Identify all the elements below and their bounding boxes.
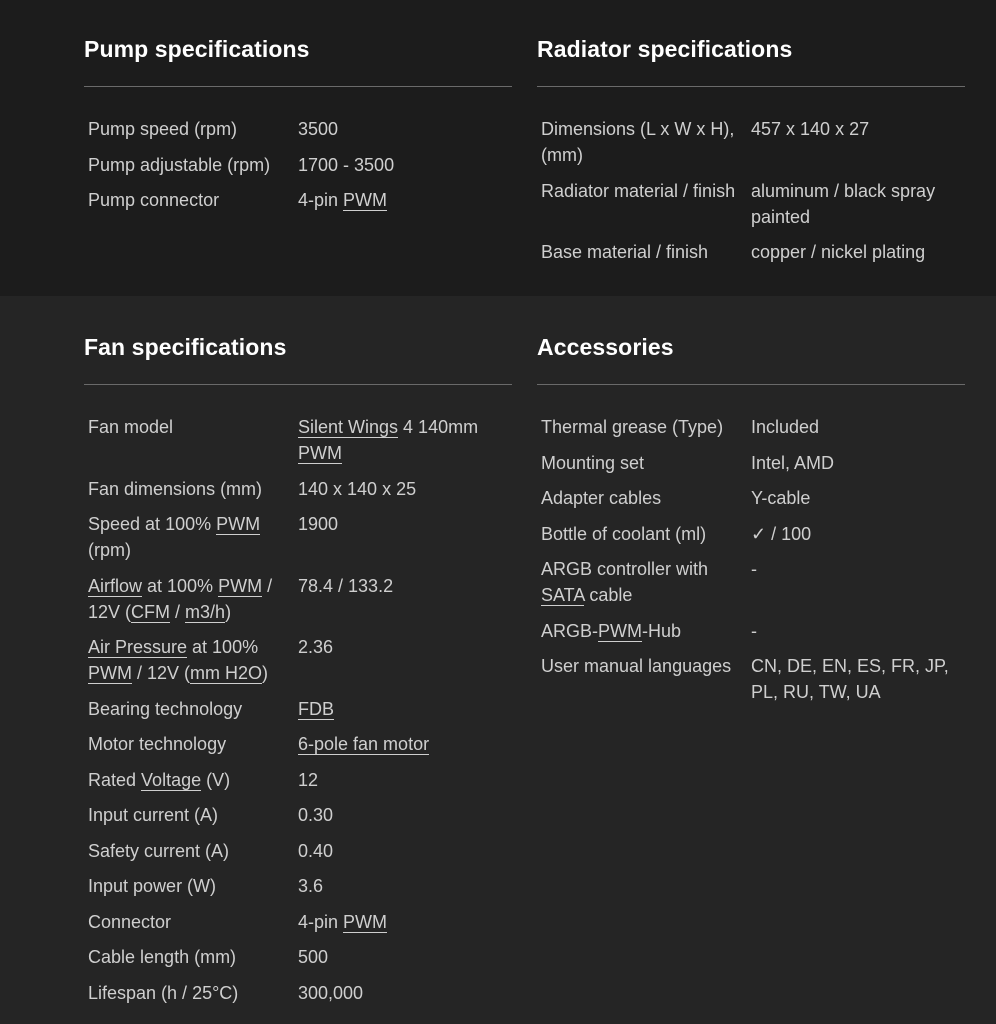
spec-value: Intel, AMD — [751, 452, 835, 473]
value-text: 4 140mm — [398, 417, 479, 437]
label-text: ) — [225, 601, 232, 622]
spec-value — [298, 187, 512, 213]
m3h-glossary-link[interactable]: m3/h — [185, 601, 226, 622]
air-pressure-glossary-link[interactable]: Air Pressure — [88, 637, 188, 657]
spec-label: Input power (W) — [88, 876, 217, 896]
label-text: at 100% — [142, 575, 219, 596]
spec-row-motor — [88, 731, 512, 757]
value-text: / 100 — [766, 523, 812, 544]
spec-value: 2.36 — [298, 637, 334, 657]
spec-value: 78.4 / 133.2 — [298, 575, 394, 596]
fan-specifications-section — [84, 332, 512, 1015]
spec-row-argb-hub — [541, 618, 965, 644]
label-text: -Hub — [642, 620, 682, 641]
spec-row-lifespan — [88, 980, 512, 1006]
spec-value: 140 x 140 x 25 — [298, 478, 417, 499]
spec-value: 12 — [298, 769, 319, 790]
spec-row-radiator-material — [541, 178, 965, 230]
spec-row-fan-speed — [88, 511, 512, 563]
spec-label: Adapter cables — [541, 488, 662, 508]
spec-row-cable-length — [88, 944, 512, 970]
spec-label: Pump speed (rpm) — [88, 119, 238, 139]
fdb-glossary-link[interactable]: FDB — [298, 698, 334, 719]
spec-value: 0.30 — [298, 805, 334, 825]
spec-row-fan-connector — [88, 909, 512, 935]
spec-value: Y-cable — [751, 488, 811, 508]
spec-label: Pump connector — [88, 190, 220, 210]
section-title-accessories: Accessories — [537, 334, 674, 360]
spec-label: Connector — [88, 911, 172, 932]
spec-value: 3500 — [298, 119, 339, 139]
label-text: (rpm) — [88, 540, 131, 560]
spec-label — [88, 634, 298, 686]
section-divider — [537, 86, 965, 87]
spec-row-thermal-grease — [541, 414, 965, 440]
pwm-glossary-link[interactable]: PWM — [216, 514, 261, 534]
spec-label: Input current (A) — [88, 805, 219, 825]
spec-row-adapter-cables — [541, 485, 965, 511]
label-text: Rated — [88, 769, 142, 790]
spec-label: Bottle of coolant (ml) — [541, 523, 707, 544]
spec-value: Included — [751, 417, 820, 437]
spec-label: Radiator material / finish — [541, 180, 736, 201]
check-icon: ✓ — [751, 523, 767, 544]
value-text: 4-pin — [298, 190, 344, 210]
label-text: / 12V ( — [132, 663, 191, 683]
mm-h2o-glossary-link[interactable]: mm H2O — [190, 663, 263, 683]
pwm-glossary-link[interactable]: PWM — [343, 911, 388, 932]
radiator-specifications-section — [537, 34, 965, 275]
pwm-glossary-link[interactable]: PWM — [88, 663, 132, 683]
section-title-radiator: Radiator specifications — [537, 36, 793, 62]
label-text: (V) — [201, 769, 231, 790]
spec-row-fan-model — [88, 414, 512, 466]
spec-label: Fan model — [88, 417, 174, 437]
cfm-glossary-link[interactable]: CFM — [131, 601, 171, 622]
silent-wings-link[interactable]: Silent Wings — [298, 417, 399, 437]
voltage-glossary-link[interactable]: Voltage — [141, 769, 202, 790]
spec-value: copper / nickel plating — [751, 242, 926, 262]
accessories-section — [537, 332, 965, 715]
label-text: ARGB- — [541, 620, 599, 641]
spec-value: 0.40 — [298, 840, 334, 861]
airflow-glossary-link[interactable]: Airflow — [88, 575, 143, 596]
spec-row-airflow — [88, 573, 512, 625]
spec-row-pump-speed — [88, 116, 512, 142]
radiator-spec-table — [541, 116, 965, 265]
spec-label — [541, 556, 751, 608]
spec-row-base-material — [541, 239, 965, 265]
spec-value — [298, 696, 512, 722]
pwm-glossary-link[interactable]: PWM — [598, 620, 643, 641]
spec-label: Bearing technology — [88, 698, 243, 719]
spec-row-input-current — [88, 802, 512, 828]
spec-label: Lifespan (h / 25°C) — [88, 982, 239, 1003]
spec-label — [88, 573, 298, 625]
label-text: cable — [584, 585, 633, 605]
spec-label: Mounting set — [541, 452, 645, 473]
spec-label — [541, 618, 751, 644]
pwm-glossary-link[interactable]: PWM — [218, 575, 263, 596]
spec-row-fan-dimensions — [88, 476, 512, 502]
spec-row-voltage — [88, 767, 512, 793]
spec-row-input-power — [88, 873, 512, 899]
accessories-spec-table — [541, 414, 965, 705]
pump-specifications-section — [84, 34, 512, 223]
spec-label: Cable length (mm) — [88, 947, 237, 967]
spec-value: aluminum / black spray painted — [751, 180, 936, 227]
value-text: 4-pin — [298, 911, 344, 932]
spec-label — [88, 511, 298, 563]
label-text: / — [170, 601, 186, 622]
section-title-pump: Pump specifications — [84, 36, 310, 62]
section-divider — [84, 384, 512, 385]
section-divider — [84, 86, 512, 87]
section-title-fan: Fan specifications — [84, 334, 287, 360]
spec-label: Base material / finish — [541, 242, 709, 262]
spec-label: Motor technology — [88, 734, 227, 754]
spec-row-pump-adjustable — [88, 152, 512, 178]
spec-label: Fan dimensions (mm) — [88, 478, 263, 499]
sata-glossary-link[interactable]: SATA — [541, 585, 585, 605]
spec-value: CN, DE, EN, ES, FR, JP, PL, RU, TW, UA — [751, 656, 949, 702]
spec-value: 300,000 — [298, 982, 364, 1003]
spec-value — [751, 521, 965, 547]
spec-row-manual-languages — [541, 653, 965, 705]
spec-label: Pump adjustable (rpm) — [88, 154, 271, 175]
spec-label — [88, 767, 298, 793]
spec-value: - — [751, 559, 757, 579]
spec-value: 1700 - 3500 — [298, 154, 395, 175]
spec-row-mounting-set — [541, 450, 965, 476]
spec-value: 500 — [298, 947, 329, 967]
spec-value: 1900 — [298, 514, 339, 534]
pwm-glossary-link[interactable]: PWM — [298, 443, 342, 463]
spec-row-bearing — [88, 696, 512, 722]
label-text: ARGB controller with — [541, 559, 709, 579]
label-text: / 12V ( — [88, 575, 273, 622]
spec-value: 457 x 140 x 27 — [751, 119, 870, 139]
spec-value: 3.6 — [298, 876, 324, 896]
spec-row-safety-current — [88, 838, 512, 864]
section-divider — [537, 384, 965, 385]
spec-row-radiator-dimensions — [541, 116, 965, 168]
fan-spec-table — [88, 414, 512, 1006]
spec-value — [298, 909, 512, 935]
label-text: ) — [262, 663, 269, 683]
spec-label: Thermal grease (Type) — [541, 417, 724, 437]
spec-value — [298, 731, 512, 757]
pump-spec-table — [88, 116, 512, 213]
spec-row-pump-connector — [88, 187, 512, 213]
spec-value: - — [751, 620, 757, 641]
motor-glossary-link[interactable]: 6-pole fan motor — [298, 734, 430, 754]
spec-label: Safety current (A) — [88, 840, 230, 861]
spec-label: User manual languages — [541, 656, 732, 676]
spec-row-coolant — [541, 521, 965, 547]
label-text: at 100% — [187, 637, 259, 657]
spec-row-argb-controller — [541, 556, 965, 608]
spec-row-air-pressure — [88, 634, 512, 686]
label-text: Speed at 100% — [88, 514, 217, 534]
pwm-glossary-link[interactable]: PWM — [343, 190, 388, 210]
spec-value — [298, 414, 512, 466]
spec-label: Dimensions (L x W x H), (mm) — [541, 119, 735, 165]
